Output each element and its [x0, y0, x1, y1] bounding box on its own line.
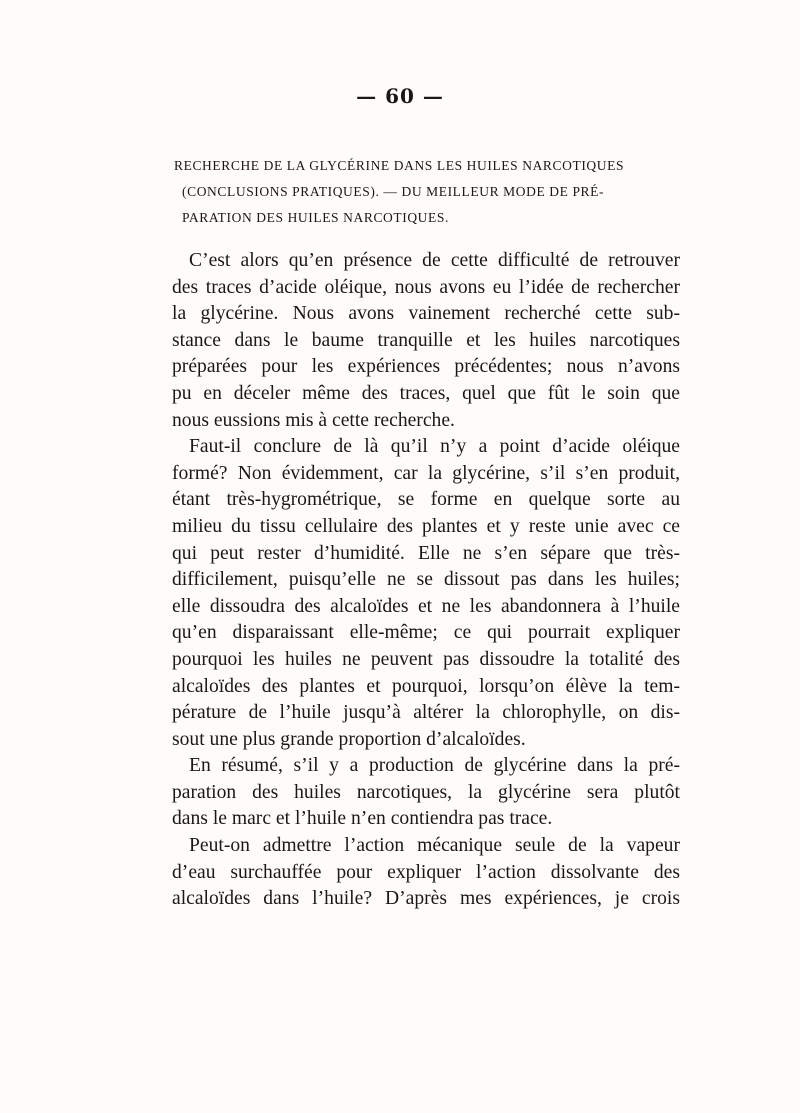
text-line: nous eussions mis à cette recherche. [172, 409, 455, 431]
text-line: alcaloïdes dans l’huile? D’après mes expériences, je crois [172, 888, 680, 910]
text-line: étant très-hygrométrique, se forme en quelque sorte au [172, 489, 680, 511]
text-line: paration des huiles narcotiques, la glycérine sera plutôt [172, 781, 680, 803]
text-line: En résumé, s’il y a production de glycérine dans la pré- [189, 755, 680, 777]
text-line: pérature de l’huile jusqu’à altérer la chlorophylle, on dis- [172, 702, 680, 724]
heading-line: RECHERCHE DE LA GLYCÉRINE DANS LES HUILES NARCOTIQUES [174, 158, 625, 173]
text-line: elle dissoudra des alcaloïdes et ne les abandonnera à l’huile [172, 595, 680, 617]
paragraph [172, 833, 680, 913]
text-line: milieu du tissu cellulaire des plantes et y reste unie avec ce [172, 515, 680, 537]
text-line: Faut-il conclure de là qu’il n’y a point d’acide oléique [189, 436, 680, 458]
body-text [172, 248, 680, 913]
text-line: stance dans le baume tranquille et les huiles narcotiques [172, 329, 680, 351]
text-line: difficilement, puisqu’elle ne se dissout pas dans les huiles; [172, 569, 680, 591]
text-line: dans le marc et l’huile n’en contiendra pas trace. [172, 808, 553, 830]
text-line: alcaloïdes des plantes et pourquoi, lorsqu’on élève la tem- [172, 675, 680, 697]
text-line: des traces d’acide oléique, nous avons eu l’idée de rechercher [172, 276, 680, 298]
text-line: pourquoi les huiles ne peuvent pas dissoudre la totalité des [172, 648, 680, 670]
text-line: la glycérine. Nous avons vainement recherché cette sub- [172, 303, 680, 325]
text-line: qu’en disparaissant elle-même; ce qui pourrait expliquer [172, 622, 680, 644]
text-line: Peut-on admettre l’action mécanique seule de la vapeur [189, 835, 680, 857]
paragraph [172, 434, 680, 753]
text-line: pu en déceler même des traces, quel que fût le soin que [172, 382, 680, 404]
page-number: — 60 — [356, 84, 444, 108]
text-line: qui peut rester d’humidité. Elle ne s’en sépare que très- [172, 542, 680, 564]
text-line: d’eau surchauffée pour expliquer l’action dissolvante des [172, 861, 680, 883]
text-line: C’est alors qu’en présence de cette difficulté de retrouver [189, 250, 680, 271]
section-heading [174, 153, 679, 231]
text-line: formé? Non évidemment, car la glycérine, s’il s’en produit, [172, 462, 680, 484]
paragraph [172, 248, 680, 434]
heading-line: (CONCLUSIONS PRATIQUES). — DU MEILLEUR MODE DE PRÉ- [182, 184, 605, 199]
text-line: sout une plus grande proportion d’alcaloïdes. [172, 728, 526, 750]
heading-line: PARATION DES HUILES NARCOTIQUES. [182, 210, 449, 225]
text-line: préparées pour les expériences précédentes; nous n’avons [172, 356, 680, 378]
paragraph [172, 753, 680, 833]
